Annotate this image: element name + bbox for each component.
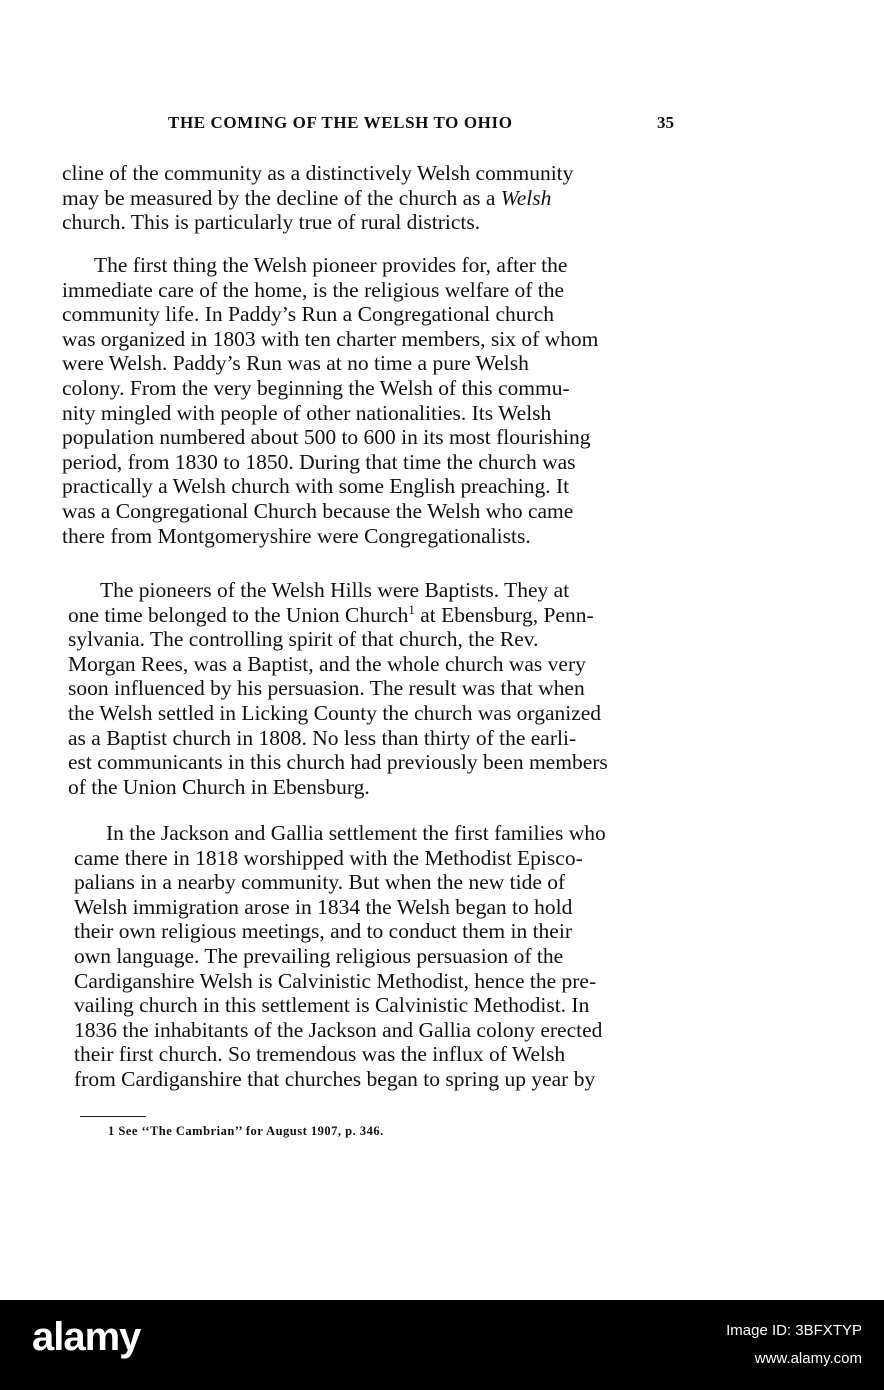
text-line: from Cardiganshire that churches began to spring up year by: [74, 1066, 596, 1091]
text-line: Morgan Rees, was a Baptist, and the whole church was very: [68, 651, 586, 676]
text-line: there from Montgomeryshire were Congregationalists.: [62, 523, 531, 548]
text-line-part: one time belonged to the Union Church: [68, 602, 409, 627]
text-line: as a Baptist church in 1808. No less than thirty of the earli-: [68, 725, 577, 750]
running-title: THE COMING OF THE WELSH TO OHIO: [168, 113, 513, 132]
text-line: colony. From the very beginning the Welsh of this commu-: [62, 375, 570, 400]
page-number: 35: [657, 113, 674, 132]
site-url: www.alamy.com: [754, 1350, 862, 1367]
text-line: palians in a nearby community. But when the new tide of: [74, 870, 566, 895]
text-line: est communicants in this church had previously been members: [68, 750, 608, 775]
text-line: The pioneers of the Welsh Hills were Baptists. They at: [100, 578, 570, 602]
text-line-part: at Ebensburg, Penn-: [414, 602, 594, 627]
text-line: The first thing the Welsh pioneer provides for, after the: [94, 253, 568, 277]
text-line: nity mingled with people of other nationalities. Its Welsh: [62, 400, 552, 425]
brand-logo: alamy: [32, 1315, 141, 1359]
footnote-divider: [80, 1116, 146, 1117]
text-line: their first church. So tremendous was the influx of Welsh: [74, 1042, 566, 1067]
text-line: their own religious meetings, and to conduct them in their: [74, 919, 572, 944]
text-line: cline of the community as a distinctively Welsh community: [62, 161, 574, 185]
text-line: population numbered about 500 to 600 in its most flourishing: [62, 425, 591, 450]
text-line: came there in 1818 worshipped with the Methodist Episco-: [74, 845, 583, 870]
text-line: sylvania. The controlling spirit of that church, the Rev.: [68, 627, 539, 652]
stock-image-id: Image ID: 3BFXTYP: [726, 1322, 862, 1339]
text-line: Cardiganshire Welsh is Calvinistic Methodist, hence the pre-: [74, 968, 597, 993]
text-line-part: may be measured by the decline of the church as a: [62, 185, 501, 210]
footnote: 1 See ‘‘The Cambrian’’ for August 1907, p. 346.: [108, 1124, 384, 1138]
paragraph-4: [74, 821, 708, 1092]
text-line: 1836 the inhabitants of the Jackson and Gallia colony erected: [74, 1017, 603, 1042]
text-line: practically a Welsh church with some English preaching. It: [62, 474, 570, 499]
text-line: own language. The prevailing religious persuasion of the: [74, 943, 564, 968]
text-line: Welsh immigration arose in 1834 the Welsh began to hold: [74, 894, 573, 919]
text-line: community life. In Paddy’s Run a Congregational church: [62, 302, 555, 327]
footnote-marker: 1: [408, 601, 415, 617]
text-line: [68, 603, 700, 628]
italic-word: Welsh: [500, 185, 552, 210]
text-line: was organized in 1803 with ten charter members, six of whom: [62, 326, 599, 351]
paragraph-3: [68, 578, 700, 799]
text-line: was a Congregational Church because the Welsh who came: [62, 498, 574, 523]
text-line: vailing church in this settlement is Calvinistic Methodist. In: [74, 993, 590, 1018]
paragraph-1: [62, 161, 688, 235]
text-line: of the Union Church in Ebensburg.: [68, 774, 370, 799]
text-line: the Welsh settled in Licking County the church was organized: [68, 700, 602, 725]
text-line: In the Jackson and Gallia settlement the first families who: [106, 821, 606, 845]
paragraph-2: [62, 253, 690, 548]
text-line: period, from 1830 to 1850. During that time the church was: [62, 449, 576, 474]
text-line: soon influenced by his persuasion. The result was that when: [68, 676, 585, 701]
text-line: church. This is particularly true of rural districts.: [62, 210, 481, 235]
text-line: were Welsh. Paddy’s Run was at no time a pure Welsh: [62, 351, 529, 376]
text-line: [62, 186, 688, 211]
text-line: immediate care of the home, is the religious welfare of the: [62, 277, 565, 302]
